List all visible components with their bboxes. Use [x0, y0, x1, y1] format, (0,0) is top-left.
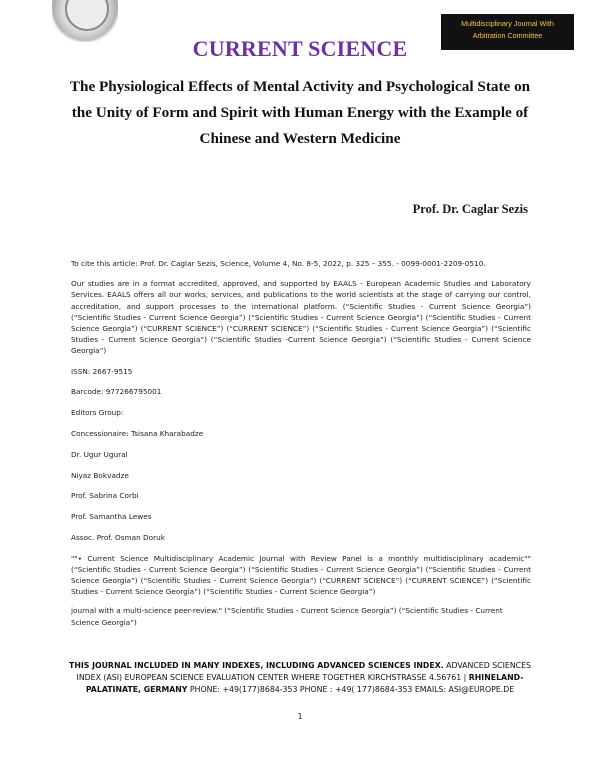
editor-item: Assoc. Prof. Osman Doruk	[71, 532, 165, 542]
description-paragraph: ""• Current Science Multidisciplinary Academic Journal with Review Panel is a monthly multidisciplinary academic"" (“Scientific Studies - Current Science Georgia”) (“Scientific Studies - Current Science Georgia”) (“Scientific Studies - Current Science Georgia”) (“Scientific Studies - Current Science Georgia”) (“CURRENT SCIENCE”) (“CURRENT SCIENCE”) (“Scientific Studies - Current Science Georgia”) (“Scientific Studies - Current Science Georgia”)	[71, 553, 531, 597]
editors-heading: Editors Group:	[71, 408, 124, 418]
badge-line-1: Multidisciplinary Journal With	[461, 19, 554, 28]
editor-item: Concessionaire: Tsisana Kharabadze	[71, 428, 204, 438]
peer-review-paragraph: journal with a multi-science peer-review." (“Scientific Studies - Current Science Georgia”) (“Scientific Studies - Current Science Georgia”)	[71, 606, 503, 627]
editor-item: Niyaz Bokvadze	[71, 470, 129, 480]
badge-line-2: Arbitration Committee	[472, 31, 543, 40]
article-body	[71, 258, 531, 628]
footer-text-contact: PHONE: +49(177)8684-353 PHONE : +49( 177)8684-353 EMAILS: ASI@EUROPE.DE	[187, 685, 515, 695]
footer-index-notice	[60, 660, 540, 697]
author-name: Prof. Dr. Caglar Sezis	[412, 202, 528, 216]
issn-line: ISSN: 2667-9515	[71, 366, 133, 376]
barcode-line: Barcode: 977266795001	[71, 387, 162, 397]
editor-item: Dr. Ugur Ugural	[71, 449, 128, 459]
footer-bold-index: THIS JOURNAL INCLUDED IN MANY INDEXES, INCLUDING ADVANCED SCIENCES INDEX.	[69, 661, 444, 670]
journal-title: CURRENT SCIENCE	[192, 36, 408, 61]
editor-item: Prof. Sabrina Corbi	[71, 491, 139, 501]
citation-line: To cite this article: Prof. Dr. Caglar Sezis, Science, Volume 4, No. 8-5, 2022, p. 325 – 355. - 0099-0001-2209-0510.	[71, 259, 486, 268]
footer-bold-region: RHINELAND-PALATINATE, GERMANY	[85, 673, 524, 695]
about-paragraph: Our studies are in a format accredited, approved, and supported by EAALS - European Academic Studies and Laboratory Services. EAALS offers all our works, services, and publications to the world scientists at the stage of carrying our control, accreditation, and support processes to the international platform. (“Scientific Studies - Current Science Georgia”) (“Scientific Studies - Current Science Georgia”) (“Scientific Studies - Current Science Georgia”) (“Scientific Studies - Current Science Georgia”) (“CURRENT SCIENCE”) (“CURRENT SCIENCE”) (“Scientific Studies - Current Science Georgia”) (“Scientific Studies - Current Science Georgia”) (“Scientific Studies -Current Science Georgia”) (“Scientific Studies - Current Science Georgia”)	[71, 279, 531, 356]
page-number: 1	[297, 712, 303, 721]
footer-text-address: ADVANCED SCIENCES INDEX (ASI) EUROPEAN SCIENCE EVALUATION CENTER WHERE TOGETHER KIRCHSTRASSE 4.56761 |	[76, 661, 531, 683]
paper-title: The Physiological Effects of Mental Activity and Psychological State on the Unity of Form and Spirit with Human Energy with the Example of Chinese and Western Medicine	[69, 78, 531, 147]
editor-item: Prof. Samantha Lewes	[71, 512, 152, 522]
